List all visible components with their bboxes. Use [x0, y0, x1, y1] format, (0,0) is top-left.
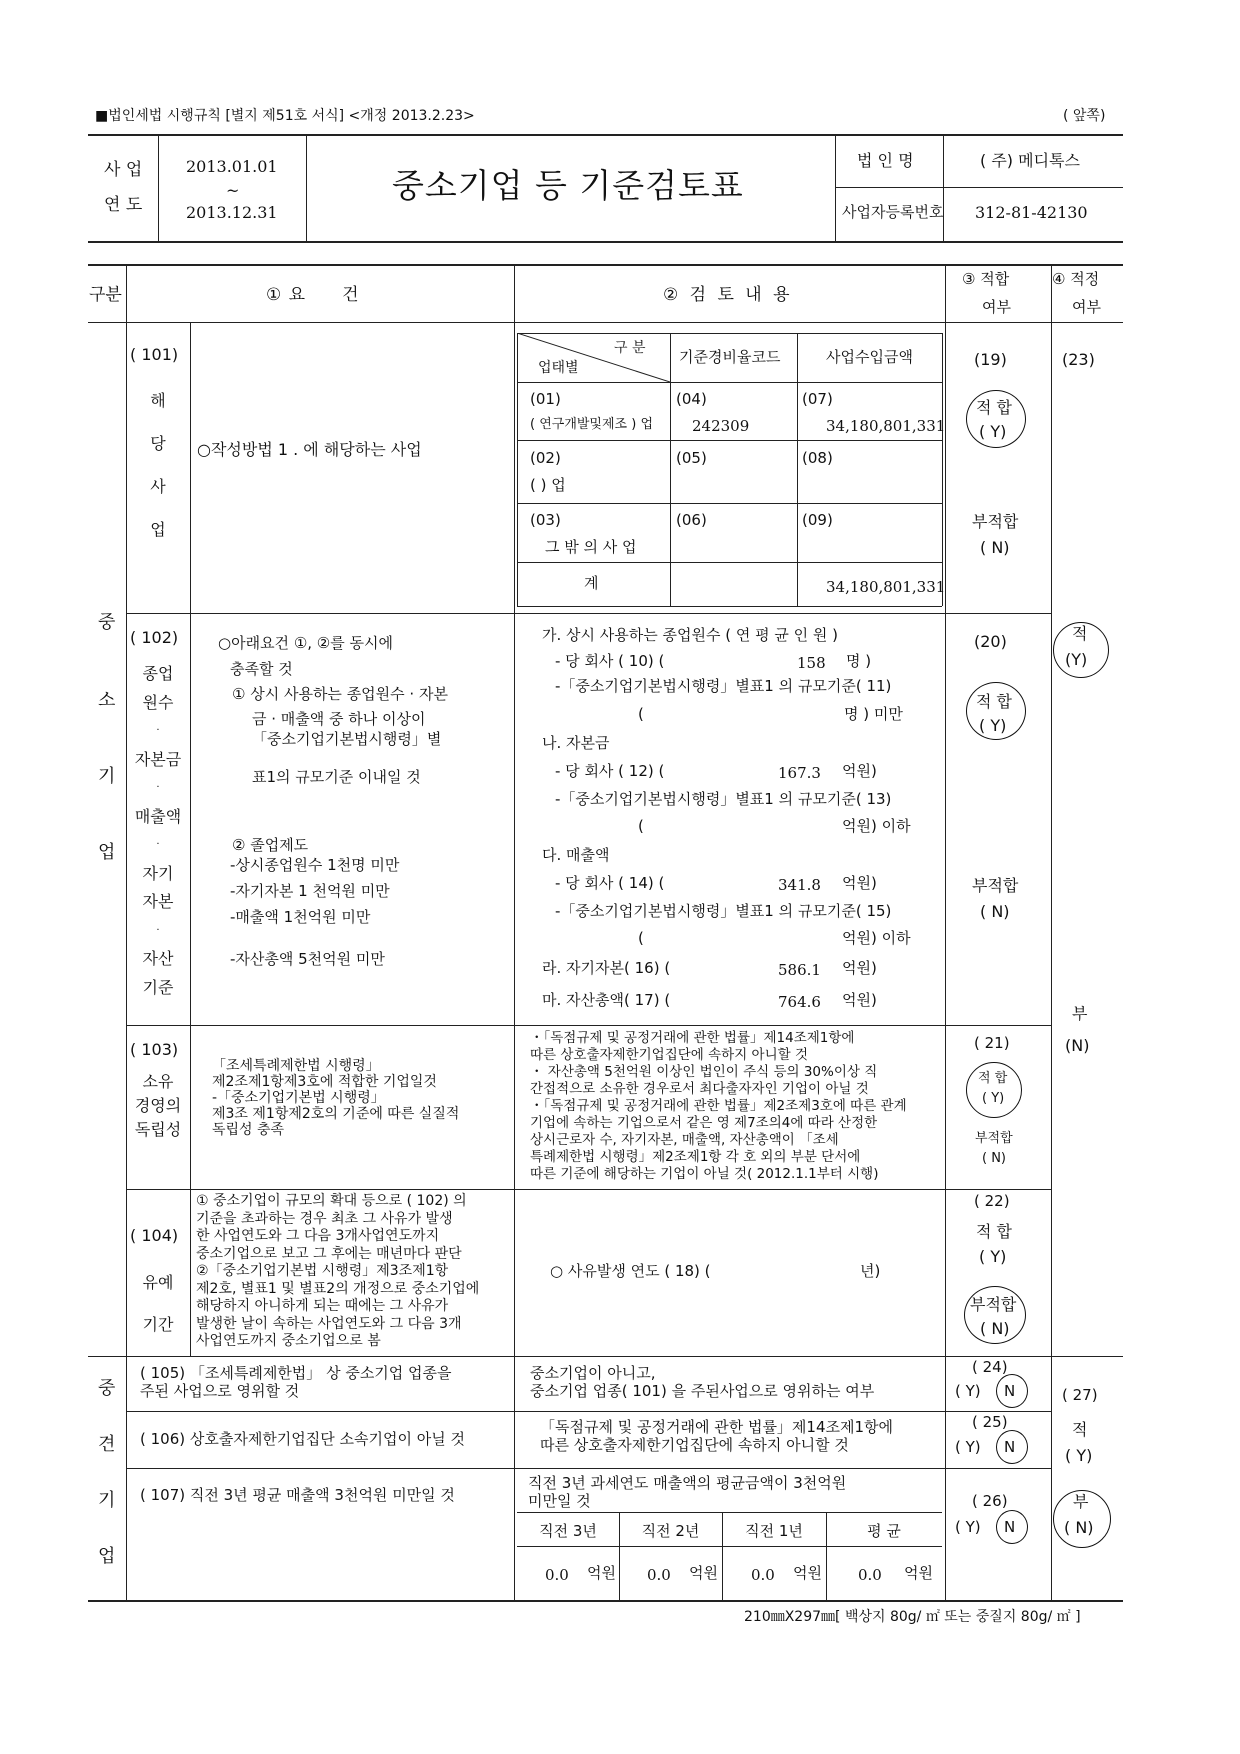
row104-label: 유예 기간 [142, 1273, 174, 1334]
col-final-2: 여부 [1072, 298, 1101, 316]
row104-review-unit: 년) [860, 1262, 881, 1280]
row104-review: ○ 사유발생 연도 ( 18) ( [550, 1262, 711, 1280]
col-final-1: ④ 적정 [1052, 270, 1100, 288]
sme-final-no-label: 부 [1072, 1004, 1088, 1023]
row101-no: ( 101) [130, 345, 179, 364]
row102-fit-no-label: 부적합 [972, 876, 1019, 895]
row101-fit-yes-y: ( Y) [979, 422, 1007, 441]
row103-fit-no-n: ( N) [982, 1151, 1007, 1166]
period-start: 2013.01.01 [186, 157, 278, 176]
period-end: 2013.12.31 [186, 203, 278, 222]
page-title: 중소기업 등 기준검토표 [392, 166, 744, 205]
biz-no-label: 사업자등록번호 [842, 203, 944, 221]
row102-fit-yes: 적 합 [976, 692, 1012, 711]
row103-fit-no-label: 부적합 [975, 1131, 1013, 1146]
mid-final-no-n: ( N) [1064, 1518, 1094, 1537]
row101-fit-yes: 적 합 [976, 398, 1012, 417]
mid-final-no: ( 27) [1062, 1386, 1098, 1404]
row104-fit-no: ( 22) [974, 1192, 1010, 1210]
col-category: 구분 [89, 285, 122, 305]
col-fit-1: ③ 적합 [962, 270, 1010, 288]
row104-fit-no-label: 부적합 [970, 1295, 1017, 1314]
row102-fit-no: (20) [974, 632, 1007, 651]
row101-fit-no-n: ( N) [980, 538, 1010, 557]
row104-fit-yes: 적 합 [976, 1222, 1012, 1241]
row102-fit-yes-y: ( Y) [979, 716, 1007, 735]
col-fit-2: 여부 [982, 298, 1011, 316]
row101-fit-no: (19) [974, 350, 1007, 369]
page-side-label: ( 앞쪽) [1063, 108, 1106, 124]
row102-no: ( 102) [130, 628, 179, 647]
row101-label: 해 당 사 업 [150, 391, 166, 539]
row104-no: ( 104) [130, 1226, 179, 1245]
row103-fit-yes: 적 합 [978, 1071, 1008, 1086]
sme-final-no-n: (N) [1065, 1036, 1090, 1055]
form-reference: ■법인세법 시행규칙 [별지 제51호 서식] <개정 2013.2.23> [95, 108, 475, 124]
row103-requirement: 「조세특례제한법 시행령」 제2조제1항제3호에 적합한 기업일것 -「중소기업기본법 시행령」 제3조 제1항제2호의 기준에 따른 실질적 독립성 충족 [212, 1058, 460, 1138]
sme-final-yes-y: (Y) [1065, 650, 1088, 669]
sme-final-yes: 적 [1072, 624, 1088, 643]
year-label-2: 연 도 [104, 195, 143, 215]
row102-fit-no-n: ( N) [980, 902, 1010, 921]
row103-no: ( 103) [130, 1040, 179, 1059]
col-review: ② 검 토 내 용 [663, 285, 793, 305]
col-requirement: ① 요 건 [266, 285, 360, 305]
sme-final-no: (23) [1062, 350, 1095, 369]
row101-requirement: ○작성방법 1 . 에 해당하는 사업 [197, 440, 422, 459]
row103-review: ・「독점규제 및 공정거래에 관한 법률」제14조제1항에 따른 상호출자제한기업집단에 속하지 아니할 것 ・ 자산총액 5천억원 이상인 법인이 주식 등의 30%이상 직 간접적으로 소유한 경우로서 최다출자자인 기업이 아닐 것 ・「독점규제 및 공정거래에 관한 법률」제2조제3호에 따른 관계 기업에 속하는 기업으로서 같은 영 제7조의4에 따라 산정한 상시근로자 수, 자기자본, 매출액, 자산총액이 「조세 특례제한법 시행령」제2조제1항 각 호 외의 부분 단서에 따른 기준에 해당하는 기업이 아닐 것( 2012.1.1부터 시행) [530, 1030, 907, 1182]
row103-label: 소유 경영의 독립성 [134, 1072, 182, 1139]
row104-requirement: ① 중소기업이 규모의 확대 등으로 ( 102) 의 기준을 초과하는 경우 최초 그 사유가 발생 한 사업연도와 그 다음 3개사업연도까지 중소기업으로 보고 그 후에는 매년마다 판단 ②「중소기업기본법 시행령」제3조제1항 제2호, 별표1 및 별표2의 개정으로 중소기업에 해당하지 아니하게 되는 때에는 그 사유가 발생한 날이 속하는 사업연도와 그 다음 3개 사업연도까지 중소기업으로 봄 [196, 1193, 480, 1349]
corp-name-value: ( 주) 메디톡스 [980, 151, 1080, 170]
mid-final-yes: 적 [1072, 1420, 1088, 1439]
row102-label: 종업 원수 · 자본금 · 매출액 · 자기 자본 · 자산 기준 [134, 664, 182, 997]
row103-fit-yes-y: ( Y) [982, 1091, 1005, 1106]
row104-fit-yes-y: ( Y) [979, 1247, 1007, 1266]
row103-fit-no: ( 21) [974, 1034, 1010, 1052]
period-separator: ~ [226, 181, 240, 200]
year-label-1: 사 업 [104, 160, 143, 180]
corp-name-label: 법 인 명 [857, 151, 914, 170]
mid-final-yes-y: ( Y) [1065, 1446, 1093, 1465]
paper-spec: 210㎜X297㎜[ 백상지 80g/ ㎡ 또는 중질지 80g/ ㎡ ] [744, 1609, 1081, 1625]
mid-final-no-label: 부 [1073, 1492, 1089, 1511]
biz-no-value: 312-81-42130 [975, 203, 1088, 222]
row101-fit-no-label: 부적합 [972, 512, 1019, 531]
row104-fit-no-n: ( N) [980, 1319, 1010, 1338]
